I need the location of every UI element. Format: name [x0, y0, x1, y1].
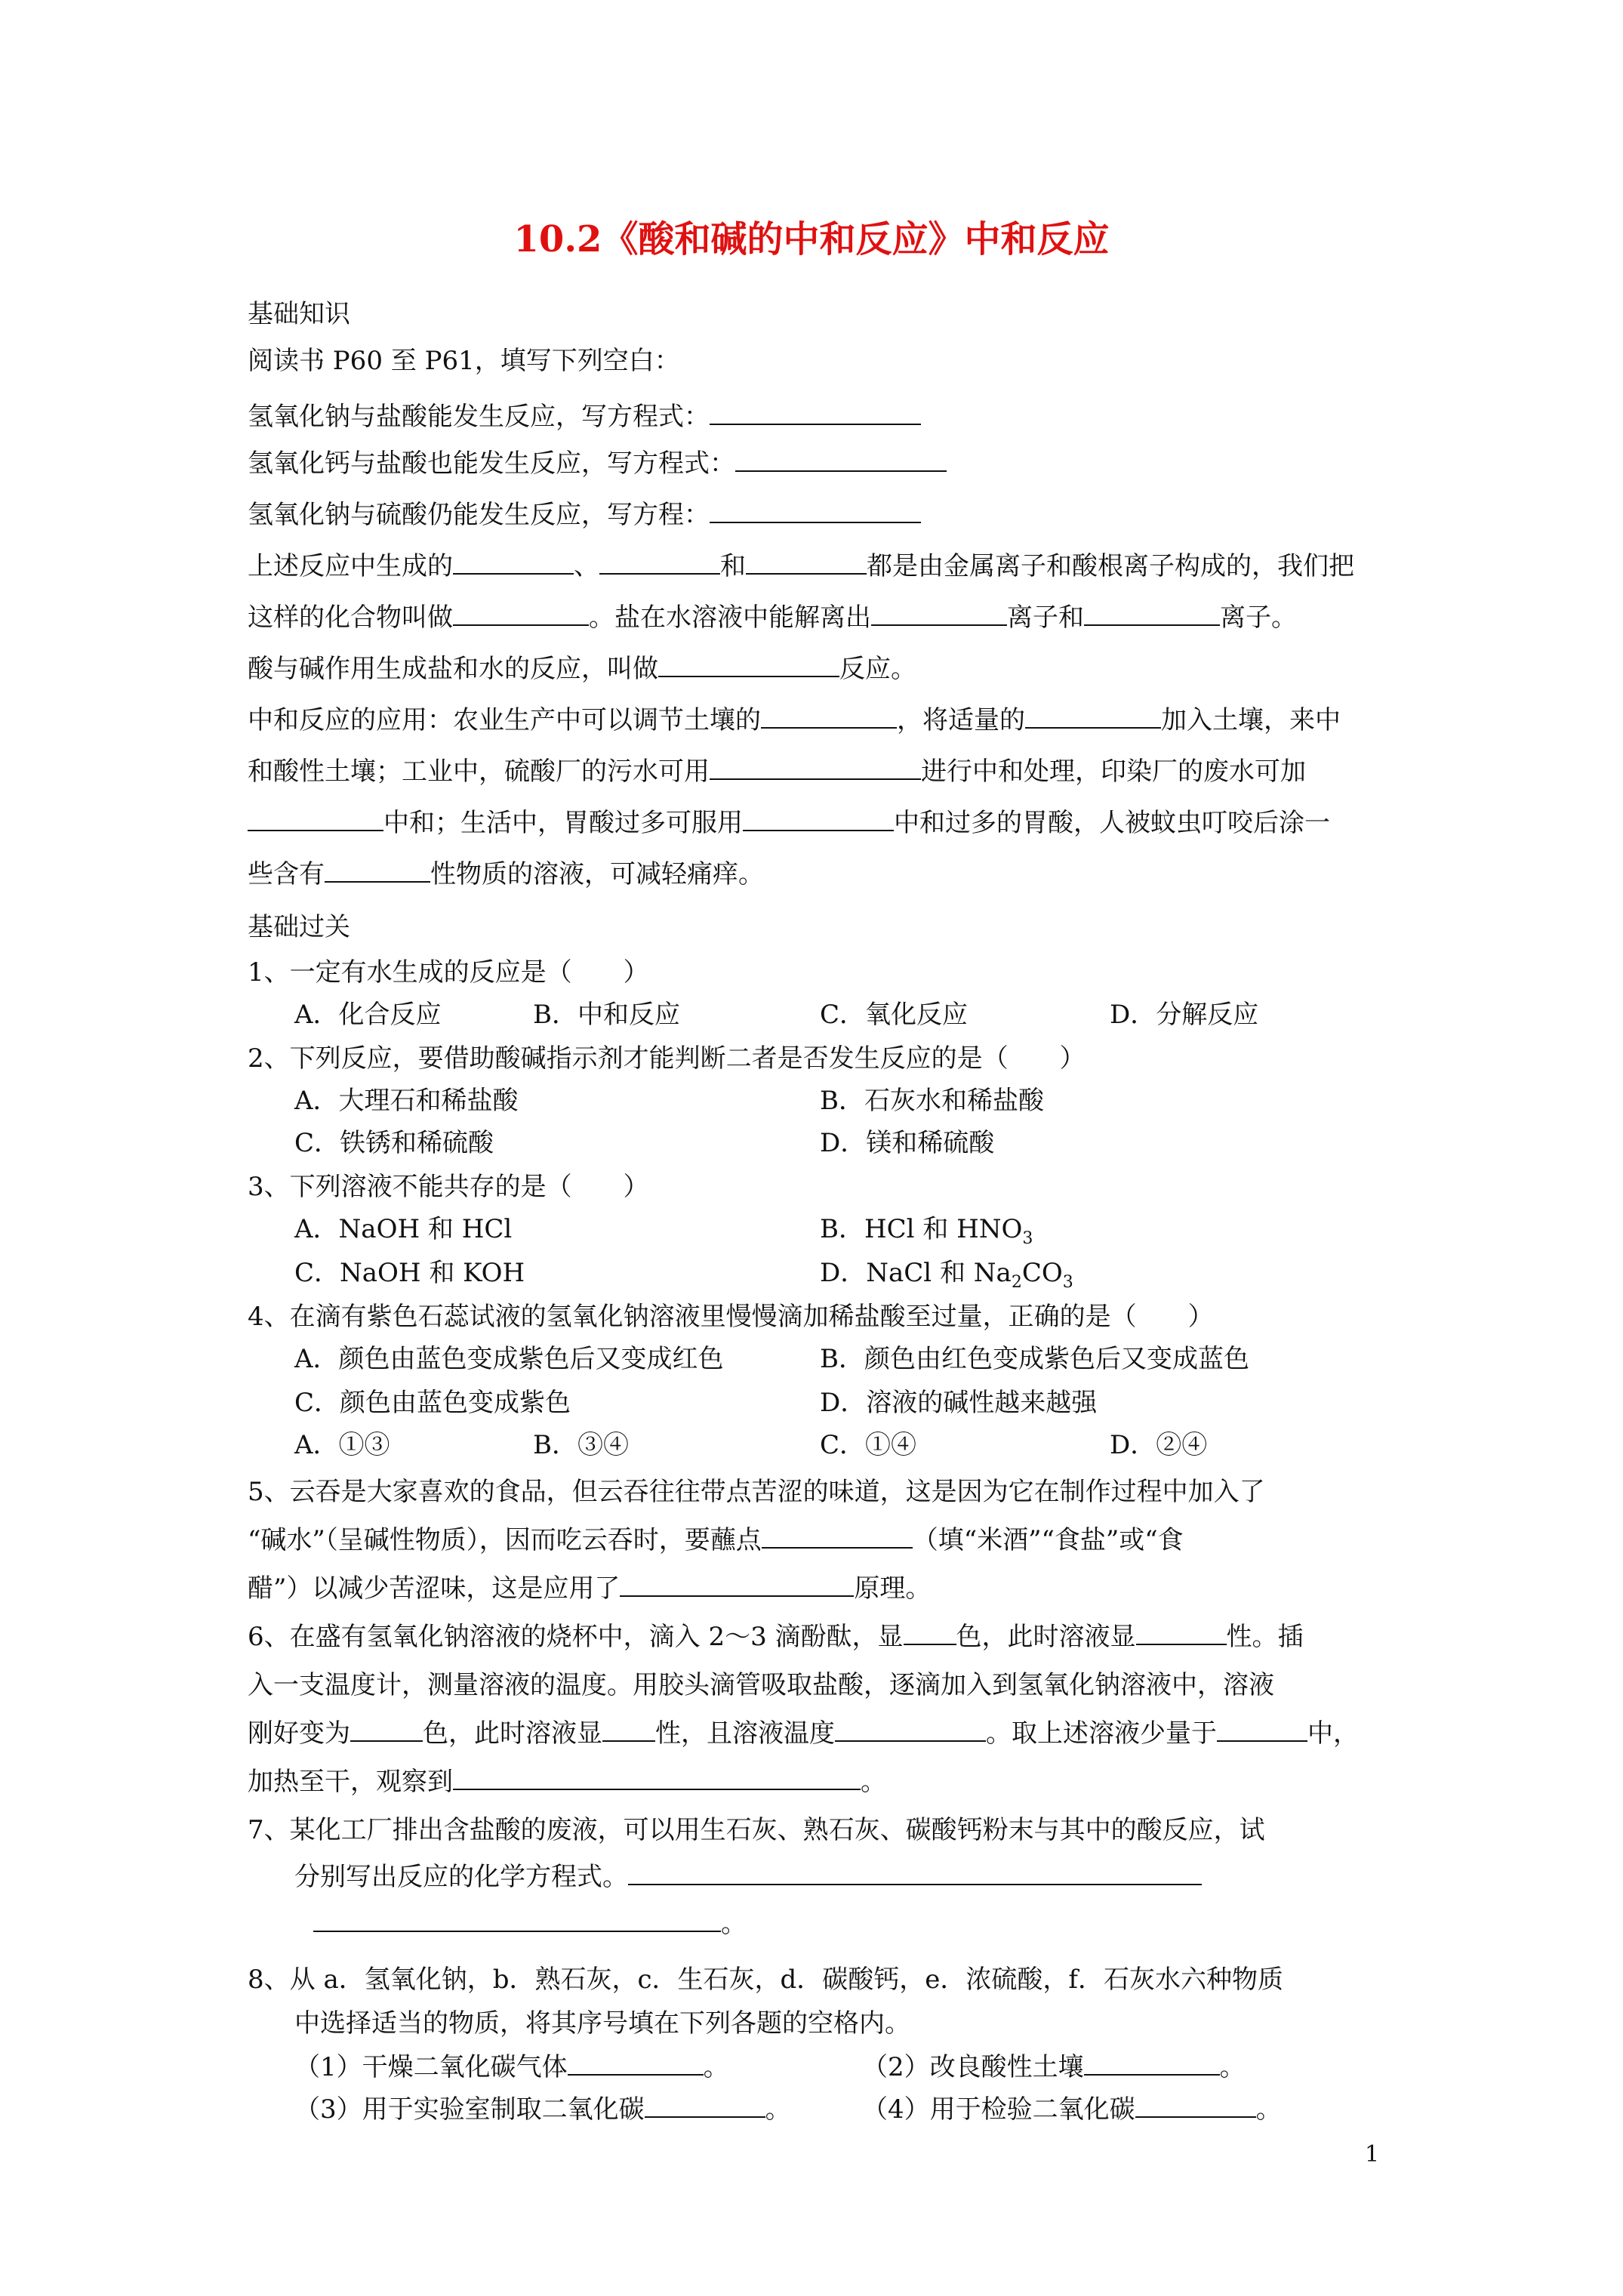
- choice-1: A．①③: [294, 1430, 390, 1460]
- question-1-stem: 1、一定有水生成的反应是（ ）: [248, 957, 649, 988]
- answer-blank[interactable]: [710, 757, 921, 780]
- answer-blank[interactable]: [453, 552, 574, 575]
- question-6-line-1: 6、在盛有氢氧化钠溶液的烧杯中，滴入 2～3 滴酚酞，显 色，此时溶液显 性。插: [248, 1622, 1304, 1652]
- option-b: B．中和反应: [533, 1000, 680, 1030]
- answer-blank[interactable]: [746, 552, 867, 575]
- page-title: 10.2《酸和碱的中和反应》中和反应: [513, 218, 1110, 260]
- option-a: A．颜色由蓝色变成紫色后又变成红色: [294, 1344, 724, 1374]
- page-number: 1: [1365, 2141, 1380, 2168]
- answer-blank[interactable]: [453, 1767, 861, 1790]
- section-heading: 基础过关: [248, 912, 350, 942]
- option-a: A．化合反应: [294, 1000, 442, 1030]
- intro-line: 阅读书 P60 至 P61，填写下列空白：: [248, 346, 680, 376]
- choice-4: D．②④: [1110, 1430, 1208, 1460]
- answer-blank[interactable]: [602, 1719, 655, 1742]
- question-5-line-1: 5、云吞是大家喜欢的食品，但云吞往往带点苦涩的味道，这是因为它在制作过程中加入了: [248, 1477, 1265, 1507]
- option-a: A．大理石和稀盐酸: [294, 1086, 519, 1116]
- answer-blank[interactable]: [710, 402, 921, 425]
- answer-blank[interactable]: [599, 552, 720, 575]
- question-5-line-3: 醋”）以减少苦涩味，这是应用了 原理。: [248, 1573, 932, 1604]
- question-6-line-3: 刚好变为 色，此时溶液显 性，且溶液温度 。取上述溶液少量于 中，: [248, 1718, 1359, 1749]
- question-4-stem: 4、在滴有紫色石蕊试液的氢氧化钠溶液里慢慢滴加稀盐酸至过量，正确的是（ ）: [248, 1302, 1214, 1332]
- apply-line-4: 些含有 性物质的溶液，可减轻痛痒。: [248, 859, 764, 889]
- option-c: C．铁锈和稀硫酸: [294, 1128, 494, 1158]
- option-b: B．石灰水和稀盐酸: [820, 1086, 1044, 1116]
- question-7-line-3: 。: [313, 1906, 747, 1942]
- question-8-line-1: 8、从 a．氢氧化钠，b．熟石灰，c．生石灰，d．碳酸钙，e．浓硫酸，f．石灰水六种物质: [248, 1965, 1283, 1995]
- question-6-line-2: 入一支温度计，测量溶液的温度。用胶头滴管吸取盐酸，逐滴加入到氢氧化钠溶液中，溶液: [248, 1670, 1274, 1700]
- option-d: D．NaCl 和 $Na_2CO_3$: [820, 1258, 1073, 1292]
- question-2-stem: 2、下列反应，要借助酸碱指示剂才能判断二者是否发生反应的是（ ）: [248, 1043, 1086, 1074]
- section-heading: 基础知识: [248, 299, 350, 329]
- answer-blank[interactable]: [1136, 1623, 1227, 1645]
- option-d: D．分解反应: [1110, 1000, 1259, 1030]
- answer-blank[interactable]: [1025, 706, 1161, 729]
- answer-blank[interactable]: [904, 1623, 956, 1645]
- option-c: C．NaOH 和 KOH: [294, 1258, 525, 1288]
- question-8-sub-1: （1）干燥二氧化碳气体 。: [294, 2052, 729, 2082]
- answer-blank[interactable]: [1084, 2053, 1220, 2076]
- question-8-line-2: 中选择适当的物质，将其序号填在下列各题的空格内。: [294, 2008, 910, 2039]
- question-8-sub-4: （4）用于检验二氧化碳 。: [862, 2094, 1282, 2125]
- question-7-line-2: 分别写出反应的化学方程式。: [294, 1859, 1202, 1895]
- question-7-line-1: 7、某化工厂排出含盐酸的废液，可以用生石灰、熟石灰、碳酸钙粉末与其中的酸反应，试: [248, 1815, 1265, 1845]
- salt-line-2: 这样的化合物叫做 。盐在水溶液中能解离出 离子和 离子。: [248, 603, 1297, 633]
- question-3-stem: 3、下列溶液不能共存的是（ ）: [248, 1172, 649, 1202]
- answer-blank[interactable]: [350, 1719, 423, 1742]
- option-a: A．NaOH 和 HCl: [294, 1214, 513, 1244]
- option-d: D．溶液的碱性越来越强: [820, 1388, 1098, 1418]
- answer-blank[interactable]: [628, 1863, 1202, 1885]
- answer-blank[interactable]: [568, 2053, 704, 2076]
- answer-blank[interactable]: [761, 706, 897, 729]
- option-c: C．氧化反应: [820, 1000, 969, 1030]
- answer-blank[interactable]: [835, 1719, 986, 1742]
- answer-blank[interactable]: [325, 860, 430, 883]
- answer-blank[interactable]: [762, 1526, 913, 1549]
- question-5-line-2: “碱水”（呈碱性物质），因而吃云吞时，要蘸点 （填“米酒”“食盐”或“食: [248, 1525, 1184, 1555]
- apply-line-1: 中和反应的应用：农业生产中可以调节土壤的 ，将适量的 加入土壤，来中: [248, 705, 1341, 735]
- salt-line-1: 上述反应中生成的 、 和 都是由金属离子和酸根离子构成的，我们把: [248, 551, 1354, 581]
- answer-blank[interactable]: [620, 1574, 854, 1597]
- answer-blank[interactable]: [1217, 1719, 1307, 1742]
- choice-3: C．①④: [820, 1430, 917, 1460]
- answer-blank[interactable]: [313, 1909, 721, 1932]
- answer-blank[interactable]: [1135, 2095, 1256, 2118]
- question-6-line-4: 加热至干，观察到 。: [248, 1767, 886, 1797]
- equation-line-3: 氢氧化钠与硫酸仍能发生反应，写方程：: [248, 497, 921, 533]
- answer-blank[interactable]: [871, 603, 1007, 626]
- answer-blank[interactable]: [248, 809, 383, 831]
- neutral-line: 酸与碱作用生成盐和水的反应，叫做 反应。: [248, 654, 916, 684]
- answer-blank[interactable]: [710, 501, 921, 523]
- equation-line-1: 氢氧化钠与盐酸能发生反应，写方程式：: [248, 399, 921, 435]
- option-d: D．镁和稀硫酸: [820, 1128, 995, 1158]
- option-b: B．颜色由红色变成紫色后又变成蓝色: [820, 1344, 1249, 1374]
- answer-blank[interactable]: [1084, 603, 1220, 626]
- answer-blank[interactable]: [453, 603, 589, 626]
- answer-blank[interactable]: [645, 2095, 765, 2118]
- equation-line-2: 氢氧化钙与盐酸也能发生反应，写方程式：: [248, 445, 947, 482]
- apply-line-3: 中和；生活中，胃酸过多可服用 中和过多的胃酸，人被蚊虫叮咬后涂一: [248, 805, 1330, 841]
- question-8-sub-3: （3）用于实验室制取二氧化碳 。: [294, 2094, 791, 2125]
- option-c: C．颜色由蓝色变成紫色: [294, 1388, 571, 1418]
- answer-blank[interactable]: [735, 449, 947, 472]
- apply-line-2: 和酸性土壤；工业中，硫酸厂的污水可用 进行中和处理，印染厂的废水可加: [248, 757, 1306, 787]
- question-8-sub-2: （2）改良酸性土壤 。: [862, 2052, 1246, 2082]
- answer-blank[interactable]: [743, 809, 894, 831]
- option-b: B．HCl 和 $HNO_3$: [820, 1214, 1033, 1248]
- choice-2: B．③④: [533, 1430, 629, 1460]
- answer-blank[interactable]: [658, 655, 839, 677]
